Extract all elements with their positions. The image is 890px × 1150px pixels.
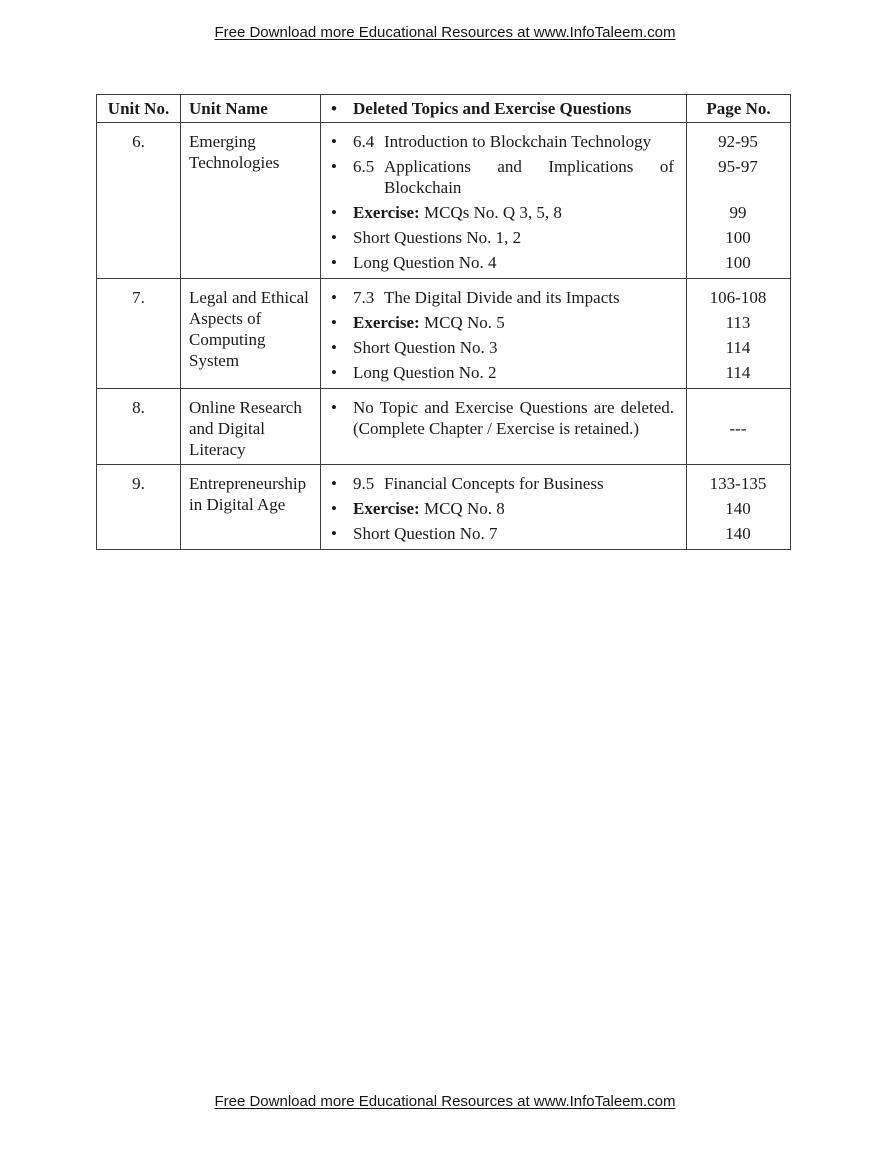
topic-text: Financial Concepts for Business [384, 474, 604, 493]
topic-item [321, 287, 790, 308]
unit-no-cell: 7. [97, 279, 181, 388]
topic-bold-label: Exercise: [353, 499, 420, 518]
column-divider [686, 389, 687, 464]
topic-item [321, 156, 790, 198]
table-body [97, 123, 790, 549]
unit-row [97, 389, 790, 465]
page-number: 100 [725, 253, 751, 272]
bullet-icon: • [331, 132, 337, 151]
bullet-icon: • [331, 253, 337, 272]
page-number: 100 [725, 228, 751, 247]
unit-name-cell: Online Research and Digital Literacy [181, 389, 321, 464]
topic-item [321, 498, 790, 519]
page-number: 114 [725, 363, 751, 382]
bullet-icon: • [331, 398, 337, 417]
topic-item [321, 473, 790, 494]
bullet-icon: • [331, 313, 337, 332]
header-link[interactable]: Free Download more Educational Resources at www.InfoTaleem.com [214, 24, 676, 41]
column-divider [686, 123, 687, 278]
unit-no-cell: 6. [97, 123, 181, 278]
bullet-icon: • [331, 228, 337, 247]
bullet-icon: • [331, 524, 337, 543]
page-number: 92-95 [718, 132, 758, 151]
topics-pages-cell [321, 279, 790, 388]
topic-number: 7.3 [353, 288, 375, 307]
col-header-topics-label: Deleted Topics and Exercise Questions [353, 99, 632, 118]
topic-text: Exercise: MCQ No. 5 [353, 313, 505, 332]
topic-item [321, 337, 790, 358]
bullet-icon: • [331, 203, 337, 222]
topic-item [321, 202, 790, 223]
topic-item [321, 131, 790, 152]
bullet-icon: • [331, 99, 337, 118]
topics-pages-cell [321, 389, 790, 464]
bullet-icon: • [331, 288, 337, 307]
page-number: --- [729, 418, 747, 438]
page-number: 113 [725, 313, 751, 332]
topic-text: Long Question No. 2 [353, 363, 497, 382]
footer-link[interactable]: Free Download more Educational Resources at www.InfoTaleem.com [214, 1093, 676, 1110]
topic-number: 9.5 [353, 474, 375, 493]
page-number: 114 [725, 338, 751, 357]
page-number: 95-97 [718, 157, 758, 176]
table-header-row [97, 95, 790, 123]
col-header-unit-no: Unit No. [97, 95, 181, 122]
topic-item [321, 523, 790, 544]
unit-row [97, 123, 790, 279]
bullet-icon: • [331, 474, 337, 493]
topic-text: Applications and Implications of Blockchain [384, 157, 674, 197]
topic-text: Short Questions No. 1, 2 [353, 228, 522, 247]
unit-row [97, 279, 790, 389]
page-number: 140 [725, 524, 751, 543]
col-header-topics [321, 95, 686, 122]
topic-text: Introduction to Blockchain Technology [384, 132, 652, 151]
bullet-icon: • [331, 499, 337, 518]
unit-no-cell: 8. [97, 389, 181, 464]
col-header-unit-name: Unit Name [181, 95, 321, 122]
topics-pages-cell [321, 123, 790, 278]
topic-text: The Digital Divide and its Impacts [384, 288, 620, 307]
column-divider [686, 279, 687, 388]
unit-name-cell: Emerging Technologies [181, 123, 321, 278]
col-header-page-no: Page No. [686, 95, 790, 122]
topics-pages-cell [321, 465, 790, 549]
topic-text: Exercise: MCQs No. Q 3, 5, 8 [353, 203, 562, 222]
unit-no-cell: 9. [97, 465, 181, 549]
bullet-icon: • [331, 338, 337, 357]
topic-bold-label: Exercise: [353, 203, 420, 222]
page-number: 140 [725, 499, 751, 518]
topic-item [321, 397, 790, 459]
topic-number: 6.4 [353, 132, 375, 151]
page-number: 106-108 [709, 288, 767, 307]
bullet-icon: • [331, 363, 337, 382]
topic-text: Short Question No. 3 [353, 338, 498, 357]
topic-text: Short Question No. 7 [353, 524, 498, 543]
bullet-icon: • [331, 157, 337, 176]
topic-item [321, 227, 790, 248]
page-number: 99 [729, 203, 747, 222]
topic-text: Exercise: MCQ No. 8 [353, 499, 505, 518]
column-divider [686, 465, 687, 549]
topic-text: Long Question No. 4 [353, 253, 497, 272]
unit-name-cell: Legal and Ethical Aspects of Computing System [181, 279, 321, 388]
page-number: 133-135 [709, 474, 767, 493]
topic-bold-label: Exercise: [353, 313, 420, 332]
topic-item [321, 252, 790, 273]
topic-item [321, 312, 790, 333]
unit-name-cell: Entrepreneurship in Digital Age [181, 465, 321, 549]
topic-item [321, 362, 790, 383]
topic-text: No Topic and Exercise Questions are deleted. (Complete Chapter / Exercise is retained.) [353, 398, 674, 438]
topic-number: 6.5 [353, 157, 375, 176]
unit-row [97, 465, 790, 549]
deleted-topics-table [96, 94, 791, 550]
